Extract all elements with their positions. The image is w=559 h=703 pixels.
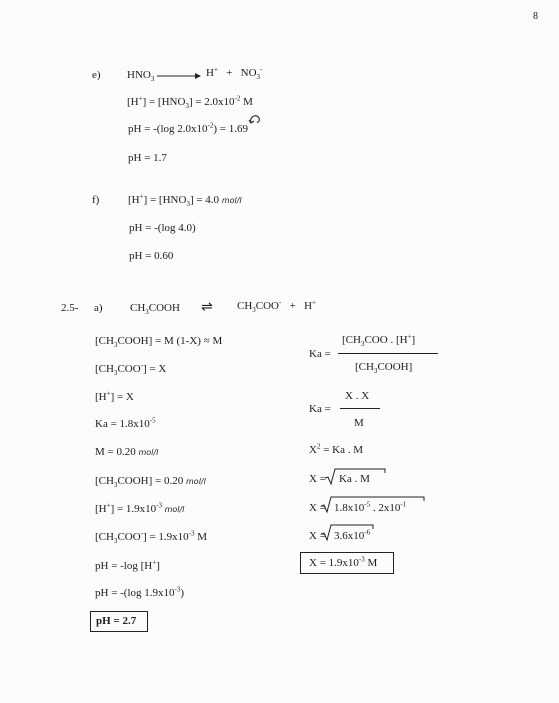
left-line-4: $Ka = 1.8x10^{-5}$ xyxy=(95,416,156,430)
part-e-reaction xyxy=(127,69,155,84)
part-f-line2: pH = -(log 4.0) xyxy=(129,222,196,234)
sqrt-line-1-prefix: X = xyxy=(309,473,326,485)
reactant-hno3: $HNO_3$ xyxy=(127,69,155,84)
part-e-line3: pH = 1.7 xyxy=(128,152,167,164)
left-line-3: [H+] = X xyxy=(95,389,134,403)
ka-fraction-2-denominator: M xyxy=(354,417,364,429)
x-answer: $X = 1.9x10^{-3}$ M xyxy=(309,555,378,569)
left-line-1: $[CH_3COOH] = M$ (1-X) ≈ M xyxy=(95,335,223,350)
left-line-8: $[CH_3COO^-] = 1.9x10^{-3}$ M xyxy=(95,529,208,546)
part-e-line1: $[H^+] = [HNO_3] = 2.0x10^{-2}$ M xyxy=(127,94,253,111)
problem-products: $CH_3COO^-$ + H+ xyxy=(237,298,316,315)
part-e-products: H+ + $NO_3^-$ xyxy=(206,65,263,82)
part-f-line1: $[H^+] = [HNO_3] = 4.0$ mol/l xyxy=(128,192,242,209)
x-squared-equation: $X^2 = Ka$ . M xyxy=(309,442,364,456)
part-e-label: e) xyxy=(92,69,101,81)
equilibrium-arrow-icon: ⇌ xyxy=(201,299,213,315)
left-line-2: $[CH_3COO^-] = X$ xyxy=(95,361,167,378)
sqrt-line-3-radicand: $3.6x10^{-6}$ xyxy=(334,528,371,542)
left-line-5: M = 0.20 mol/l xyxy=(95,446,159,458)
ph-answer: pH = 2.7 xyxy=(96,615,137,627)
sqrt-line-1-radicand: Ka . M xyxy=(339,473,370,485)
ka-label-1: Ka = xyxy=(309,348,331,360)
ka-fraction-1-denominator: $[CH_3COOH]$ xyxy=(355,361,413,376)
left-line-9: pH = -log [H+] xyxy=(95,558,160,572)
ka-fraction-1-numerator: [$CH_3COO$ . [H+] xyxy=(342,332,416,349)
fraction-bar-1 xyxy=(338,353,438,354)
sqrt-line-2-prefix: X = xyxy=(309,502,326,514)
part-f-line3: pH = 0.60 xyxy=(129,250,174,262)
problem-reactant: $CH_3COOH$ xyxy=(130,302,180,317)
left-line-10: pH = -(log $1.9x10^{-3}$) xyxy=(95,585,185,599)
sqrt-line-2-radicand: $1.8x10^{-5}$ . $2x10^{-1}$ xyxy=(334,500,407,514)
part-e-line2: pH = -(log $2.0x10^{-2}) = 1.69$ xyxy=(128,121,248,135)
left-line-7: $[H^+] = 1.9x10^{-3}$ mol/l xyxy=(95,501,185,515)
ka-fraction-2-numerator: X . X xyxy=(345,390,370,402)
fraction-bar-2 xyxy=(340,408,380,409)
problem-number: 2.5- xyxy=(61,302,79,314)
reaction-arrow-icon xyxy=(157,72,201,80)
ka-label-2: Ka = xyxy=(309,403,331,415)
problem-part-label: a) xyxy=(94,302,103,314)
sqrt-line-3-prefix: X = xyxy=(309,530,326,542)
page-number: 8 xyxy=(533,11,538,22)
left-line-6: $[CH_3COOH] = 0.20$ mol/l xyxy=(95,475,206,490)
rounding-mark-icon xyxy=(248,113,264,125)
part-f-label: f) xyxy=(92,194,100,206)
